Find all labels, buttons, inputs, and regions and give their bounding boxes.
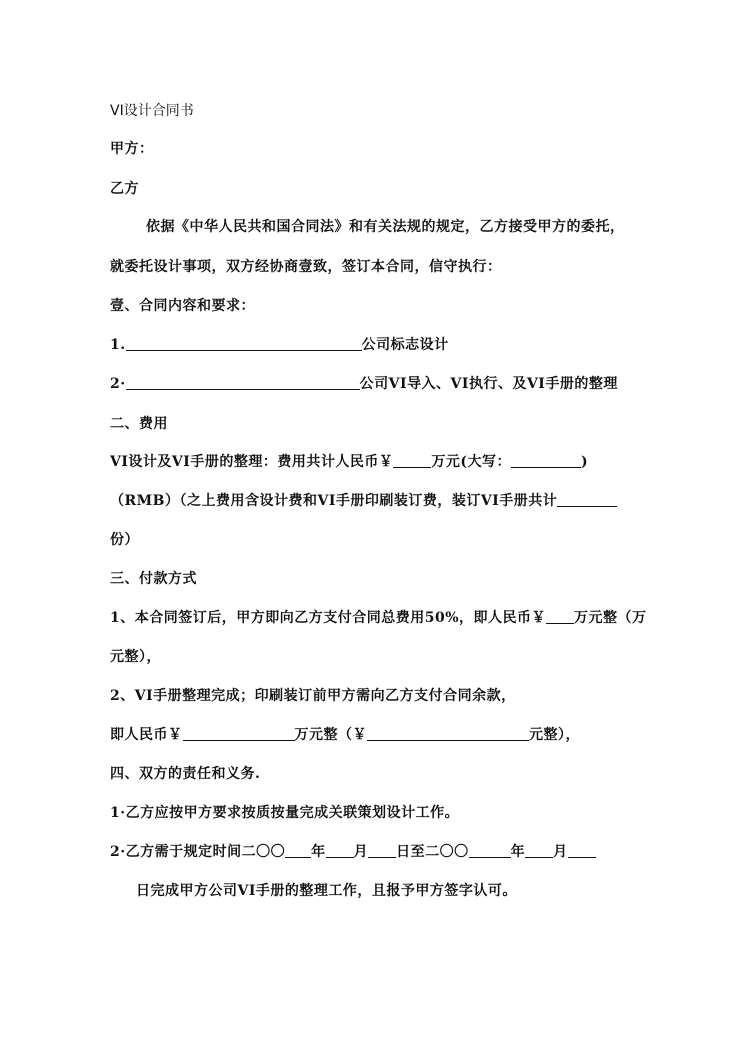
section-1-title: 壹、合同内容和要求：: [110, 298, 255, 314]
intro-line-2: 就委托设计事项，双方经协商壹致，签订本合同，信守执行：: [110, 259, 502, 275]
duty-line-2: [110, 841, 596, 861]
blank-line: [511, 453, 581, 468]
payment-line-3: 2、VI手册整理完成；印刷装订前甲方需向乙方支付合同余款，: [110, 688, 516, 704]
blank-line: [285, 843, 311, 858]
fee-text-d: （RMB）（之上费用含设计费和VI手册印刷装订费，装订VI手册共计: [110, 493, 558, 509]
blank-line: [469, 843, 511, 858]
section-3-title: 三、付款方式: [110, 571, 197, 587]
blank-line: [393, 453, 431, 468]
fee-line-3: 份）: [110, 532, 139, 548]
item-1-number: 1.: [110, 337, 126, 353]
blank-line: [546, 609, 574, 624]
party-a-label: 甲方：: [110, 141, 154, 157]
duty-text-d: 日至二〇〇: [396, 844, 469, 860]
blank-line: [367, 726, 529, 741]
section-4-title: 四、双方的责任和义务.: [110, 766, 261, 782]
payment-line-4: [110, 724, 580, 744]
item-1-text: 公司标志设计: [361, 337, 449, 353]
item-2: [110, 373, 618, 393]
section-2-title: 二、费用: [110, 416, 168, 432]
intro-line-1: 依据《中华人民共和国合同法》和有关法规的规定，乙方接受甲方的委托，: [146, 219, 625, 235]
fee-text-c: ): [580, 454, 589, 470]
duty-line-1: 1·乙方应按甲方要求按质按量完成关联策划设计工作。: [110, 805, 460, 821]
fee-text-b: 万元(大写：: [431, 454, 511, 470]
duty-line-3: 日完成甲方公司VI手册的整理工作，且报予甲方签字认可。: [136, 883, 517, 899]
party-b-label: 乙方: [110, 181, 139, 197]
item-2-text: 公司VI导入、VI执行、及VI手册的整理: [359, 376, 618, 392]
document-title: VI设计合同书: [110, 103, 194, 119]
payment-text-a: 1、本合同签订后，甲方即向乙方支付合同总费用50%，即人民币￥: [110, 610, 547, 626]
duty-text-e: 年: [510, 844, 526, 860]
duty-text-c: 月: [353, 844, 369, 860]
payment-text-b: 万元整（万: [574, 610, 647, 626]
duty-text-b: 年: [311, 844, 326, 860]
blank-line: [183, 726, 295, 741]
blank-line: [557, 492, 617, 507]
payment-text-e: 元整），: [529, 727, 580, 743]
item-2-number: 2·: [110, 376, 126, 392]
blank-line: [525, 843, 553, 858]
payment-text-c: 即人民币￥: [110, 727, 183, 743]
payment-line-1: [110, 607, 647, 627]
blank-line: [326, 843, 354, 858]
blank-line: [568, 843, 596, 858]
blank-line: [368, 843, 396, 858]
fee-line-1: [110, 451, 588, 471]
blank-line: [126, 375, 360, 390]
duty-text-f: 月: [553, 844, 568, 860]
fee-line-2: [110, 490, 617, 510]
payment-text-d: 万元整（￥: [294, 727, 367, 743]
fee-text-a: VI设计及VI手册的整理：费用共计人民币￥: [110, 454, 394, 470]
payment-line-2: 元整），: [110, 649, 161, 665]
blank-line: [126, 336, 362, 351]
duty-text-a: 2·乙方需于规定时间二〇〇: [110, 844, 286, 860]
item-1: [110, 334, 449, 354]
